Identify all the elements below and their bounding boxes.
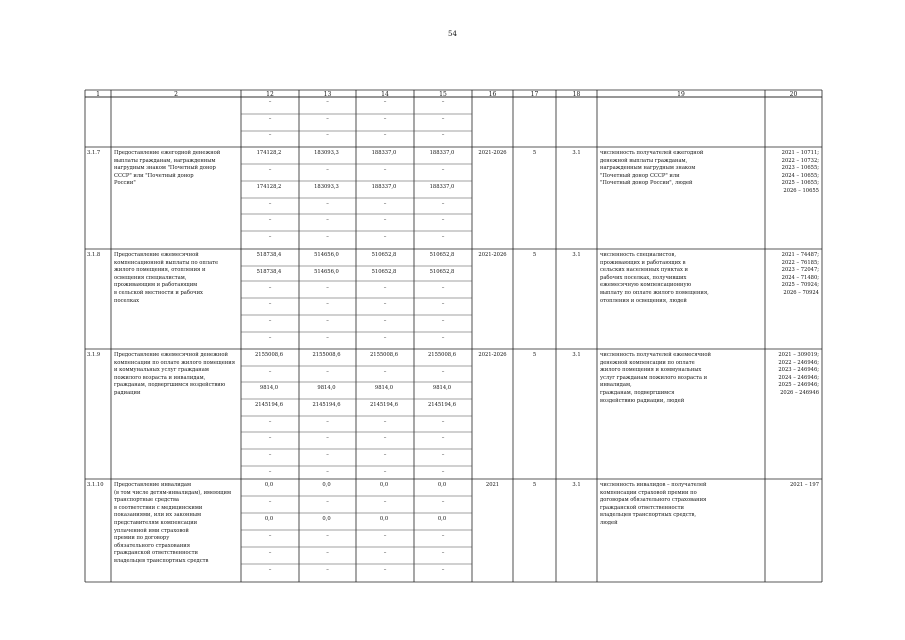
- empty-value-dash: –: [441, 469, 445, 475]
- row-name-line: поселках: [114, 297, 140, 304]
- empty-value-dash: –: [383, 318, 387, 324]
- empty-value-dash: –: [326, 369, 329, 375]
- target-value: 2026 – 10655: [783, 188, 819, 194]
- col18-cell: 3.1: [572, 252, 581, 258]
- empty-value-dash: –: [268, 132, 272, 138]
- row-name-line: радиации: [114, 390, 141, 396]
- target-value: 2022 – 246946;: [778, 359, 819, 366]
- empty-value-dash: –: [268, 369, 272, 375]
- row-name-line: показаниями, или их законным: [114, 512, 202, 519]
- indicator-line: гражданам, подвергшимся: [600, 390, 675, 396]
- row-name-line: Предоставление ежегодной денежной: [114, 150, 221, 156]
- indicator-line: владельцев транспортных средств,: [600, 512, 697, 519]
- value-cell: 0,0: [437, 482, 447, 488]
- indicator-line: людей: [600, 520, 618, 526]
- empty-value-dash: –: [326, 301, 329, 307]
- empty-value-dash: –: [268, 335, 272, 341]
- target-value: 2023 – 246946;: [778, 367, 819, 374]
- value-cell: 0,0: [264, 516, 274, 522]
- empty-value-dash: –: [441, 369, 445, 375]
- empty-value-dash: –: [268, 217, 272, 223]
- indicator-line: жилого помещения и коммунальных: [600, 367, 702, 374]
- empty-value-dash: –: [326, 469, 329, 475]
- value-cell: 0,0: [322, 482, 331, 488]
- empty-value-dash: –: [383, 452, 387, 458]
- value-cell: 2145194,6: [427, 402, 457, 408]
- row-name-line: в соответствии с медицинскими: [114, 504, 203, 511]
- value-cell: 183093,3: [314, 184, 339, 190]
- value-cell: 0,0: [379, 516, 389, 522]
- row-name-line: СССР" или "Почетный донор: [114, 172, 194, 179]
- target-value: 2021 – 74487;: [781, 252, 819, 258]
- empty-value-dash: –: [326, 99, 329, 105]
- empty-value-dash: –: [441, 533, 445, 539]
- target-value: 2021 – 197: [790, 482, 819, 488]
- target-value: 2025 – 10655;: [781, 180, 819, 187]
- target-value: 2025 – 70924;: [781, 282, 819, 289]
- col17-cell: 5: [532, 150, 537, 156]
- empty-value-dash: –: [268, 550, 272, 556]
- value-cell: 0,0: [379, 482, 389, 488]
- empty-value-dash: –: [326, 167, 329, 173]
- empty-value-dash: –: [441, 318, 445, 324]
- empty-value-dash: –: [383, 132, 387, 138]
- empty-value-dash: –: [383, 419, 387, 425]
- indicator-line: ежемесячную компенсационную: [600, 282, 692, 289]
- empty-value-dash: –: [441, 201, 445, 207]
- column-header: 12: [266, 90, 274, 98]
- value-cell: 188337,0: [371, 150, 397, 156]
- period-cell: 2021: [485, 482, 500, 488]
- row-name-line: премии по договору: [114, 535, 170, 542]
- empty-value-dash: –: [383, 335, 387, 341]
- empty-value-dash: –: [268, 301, 272, 307]
- value-cell: 518738,4: [256, 269, 282, 275]
- empty-value-dash: –: [326, 234, 329, 240]
- empty-value-dash: –: [268, 167, 272, 173]
- empty-value-dash: –: [268, 318, 272, 324]
- indicator-line: денежной компенсации по оплате: [600, 359, 695, 366]
- empty-value-dash: –: [326, 285, 329, 291]
- empty-value-dash: –: [441, 285, 445, 291]
- value-cell: 0,0: [437, 516, 447, 522]
- row-code: 3.1.8: [87, 252, 101, 258]
- col17-cell: 5: [532, 352, 537, 358]
- row-name-line: в сельской местности и рабочих: [114, 290, 203, 296]
- value-cell: 188337,0: [429, 184, 455, 190]
- empty-value-dash: –: [383, 550, 387, 556]
- column-header: 14: [381, 90, 389, 98]
- row-name-line: России": [114, 180, 136, 187]
- target-value: 2026 – 70924: [783, 290, 819, 296]
- value-cell: 514656,0: [314, 252, 339, 258]
- empty-value-dash: –: [383, 201, 387, 207]
- empty-value-dash: –: [441, 419, 445, 425]
- value-cell: 2145194,6: [254, 402, 284, 408]
- value-cell: 510652,8: [371, 269, 397, 275]
- row-name-line: жилого помещения, отопления и: [114, 267, 206, 274]
- empty-value-dash: –: [268, 452, 272, 458]
- empty-value-dash: –: [383, 469, 387, 475]
- value-cell: 9814,0: [374, 385, 394, 391]
- value-cell: 188337,0: [371, 184, 397, 190]
- empty-value-dash: –: [268, 116, 272, 122]
- value-cell: 2155008,6: [312, 352, 341, 358]
- row-name-line: выплаты гражданам, награжденным: [114, 157, 216, 164]
- target-value: 2024 – 246946;: [778, 374, 819, 381]
- empty-value-dash: –: [326, 419, 329, 425]
- indicator-line: воздействию радиации, людей: [600, 397, 685, 404]
- empty-value-dash: –: [441, 116, 445, 122]
- empty-value-dash: –: [441, 335, 445, 341]
- empty-value-dash: –: [326, 217, 329, 223]
- row-name-line: Предоставление инвалидам: [114, 482, 192, 488]
- empty-value-dash: –: [383, 167, 387, 173]
- empty-value-dash: –: [268, 234, 272, 240]
- target-value: 2022 – 10732;: [781, 157, 819, 164]
- column-header: 13: [323, 90, 332, 98]
- row-name-line: гражданской ответственности: [114, 550, 198, 557]
- page-number: 54: [448, 30, 457, 38]
- column-header: 1: [96, 90, 100, 98]
- empty-value-dash: –: [441, 567, 445, 573]
- period-cell: 2021-2026: [478, 150, 507, 156]
- period-cell: 2021-2026: [478, 352, 507, 358]
- column-header: 2: [174, 90, 178, 98]
- empty-value-dash: –: [441, 499, 445, 505]
- empty-value-dash: –: [383, 99, 387, 105]
- period-cell: 2021-2026: [478, 252, 507, 258]
- empty-value-dash: –: [383, 217, 387, 223]
- value-cell: 188337,0: [429, 150, 455, 156]
- value-cell: 9814,0: [259, 385, 279, 391]
- column-header: 20: [789, 90, 798, 98]
- col17-cell: 5: [532, 482, 537, 488]
- row-name-line: Предоставление ежемесячной: [114, 252, 199, 258]
- row-code: 3.1.7: [87, 150, 101, 156]
- empty-value-dash: –: [268, 435, 272, 441]
- empty-value-dash: –: [326, 533, 329, 539]
- empty-value-dash: –: [326, 335, 329, 341]
- row-name-line: и коммунальных услуг гражданам: [114, 367, 209, 374]
- target-value: 2021 – 309019;: [778, 352, 819, 358]
- empty-value-dash: –: [441, 167, 445, 173]
- row-name-line: транспортные средства: [114, 497, 180, 504]
- row-name-line: нагрудным знаком "Почетный донор: [114, 165, 216, 172]
- value-cell: 510652,8: [371, 252, 397, 258]
- indicator-line: численность специалистов,: [600, 252, 676, 258]
- empty-value-dash: –: [383, 285, 387, 291]
- row-code: 3.1.9: [87, 352, 101, 358]
- row-code: 3.1.10: [87, 482, 104, 488]
- indicator-line: численность получателей ежемесячной: [600, 352, 711, 358]
- indicator-line: сельских населенных пунктах и: [600, 267, 688, 274]
- indicator-line: "Почетный донор России", людей: [600, 180, 693, 187]
- target-value: 2023 – 10655;: [781, 165, 819, 172]
- col18-cell: 3.1: [572, 150, 581, 156]
- value-cell: 9814,0: [432, 385, 452, 391]
- column-header: 19: [677, 90, 685, 98]
- row-name-line: компенсационной выплаты по оплате: [114, 259, 219, 266]
- row-name-line: проживающим и работающим: [114, 282, 198, 289]
- value-cell: 510652,8: [429, 252, 455, 258]
- empty-value-dash: –: [441, 435, 445, 441]
- column-header: 15: [439, 90, 447, 98]
- indicator-line: награжденным нагрудным знаком: [600, 165, 696, 172]
- value-cell: 518738,4: [256, 252, 282, 258]
- empty-value-dash: –: [326, 550, 329, 556]
- column-header: 17: [530, 90, 539, 98]
- empty-value-dash: –: [268, 419, 272, 425]
- row-name-line: освещения специалистам,: [114, 274, 187, 281]
- indicator-line: компенсации страховой премии по: [600, 489, 697, 496]
- empty-value-dash: –: [383, 301, 387, 307]
- value-cell: 2155008,6: [369, 352, 399, 358]
- indicator-line: отопления и освещения, людей: [600, 297, 687, 304]
- row-name-line: обязательного страхования: [114, 542, 191, 549]
- row-name-line: Предоставление ежемесячной денежной: [114, 352, 228, 358]
- indicator-line: денежной выплаты гражданам,: [600, 157, 688, 164]
- row-name-line: пожилого возраста и инвалидам,: [114, 374, 206, 381]
- empty-value-dash: –: [268, 533, 272, 539]
- column-header: 18: [572, 90, 581, 98]
- value-cell: 2145194,6: [312, 402, 341, 408]
- empty-value-dash: –: [383, 567, 387, 573]
- target-value: 2023 – 72047;: [781, 267, 819, 274]
- value-cell: 0,0: [264, 482, 274, 488]
- value-cell: 2155008,6: [254, 352, 284, 358]
- empty-value-dash: –: [268, 469, 272, 475]
- empty-value-dash: –: [326, 132, 329, 138]
- indicator-line: договорам обязательного страхования: [600, 497, 707, 504]
- empty-value-dash: –: [268, 99, 272, 105]
- target-value: 2025 – 246946;: [778, 382, 819, 389]
- empty-value-dash: –: [383, 435, 387, 441]
- target-value: 2026 – 246946: [780, 390, 819, 396]
- value-cell: 2155008,6: [427, 352, 457, 358]
- value-cell: 0,0: [322, 516, 331, 522]
- col18-cell: 3.1: [572, 482, 581, 488]
- indicator-line: численность инвалидов – получателей: [600, 482, 707, 488]
- empty-value-dash: –: [268, 567, 272, 573]
- row-name-line: компенсации по оплате жилого помещения: [114, 359, 235, 366]
- target-value: 2024 – 71480;: [781, 274, 819, 281]
- indicator-line: проживающих и работающих в: [600, 259, 686, 266]
- row-name-line: гражданам, подвергшимся воздействию: [114, 382, 226, 389]
- target-value: 2021 – 10711;: [781, 150, 819, 156]
- empty-value-dash: –: [268, 499, 272, 505]
- value-cell: 174128,2: [256, 150, 282, 156]
- value-cell: 510652,8: [429, 269, 455, 275]
- empty-value-dash: –: [326, 452, 329, 458]
- value-cell: 2145194,6: [369, 402, 399, 408]
- row-name-line: уплаченной ими страховой: [114, 527, 189, 534]
- empty-value-dash: –: [326, 435, 329, 441]
- target-value: 2022 – 76185;: [781, 259, 819, 266]
- row-name-line: представителям компенсации: [114, 520, 198, 526]
- empty-value-dash: –: [326, 116, 329, 122]
- empty-value-dash: –: [268, 285, 272, 291]
- indicator-line: "Почетный донор СССР" или: [600, 172, 680, 179]
- empty-value-dash: –: [383, 369, 387, 375]
- row-name-line: (в том числе детям-инвалидам), имеющим: [114, 489, 231, 496]
- empty-value-dash: –: [326, 318, 329, 324]
- column-header: 16: [488, 90, 497, 98]
- empty-value-dash: –: [326, 201, 329, 207]
- value-cell: 174128,2: [256, 184, 282, 190]
- indicator-line: услуг гражданам пожилого возраста и: [600, 374, 708, 381]
- empty-value-dash: –: [441, 99, 445, 105]
- empty-value-dash: –: [441, 217, 445, 223]
- indicator-line: численность получателей ежегодной: [600, 150, 704, 156]
- empty-value-dash: –: [441, 452, 445, 458]
- empty-value-dash: –: [326, 499, 329, 505]
- empty-value-dash: –: [326, 567, 329, 573]
- value-cell: 183093,3: [314, 150, 339, 156]
- empty-value-dash: –: [383, 234, 387, 240]
- indicator-line: инвалидам,: [600, 382, 632, 389]
- empty-value-dash: –: [441, 550, 445, 556]
- target-value: 2024 – 10655;: [781, 172, 819, 179]
- row-name-line: владельцев транспортных средств: [114, 558, 209, 564]
- empty-value-dash: –: [268, 201, 272, 207]
- value-cell: 514656,0: [314, 269, 339, 275]
- empty-value-dash: –: [441, 132, 445, 138]
- empty-value-dash: –: [383, 499, 387, 505]
- indicator-line: гражданской ответственности: [600, 504, 684, 511]
- empty-value-dash: –: [383, 116, 387, 122]
- col17-cell: 5: [532, 252, 537, 258]
- empty-value-dash: –: [383, 533, 387, 539]
- indicator-line: выплату по оплате жилого помещения,: [600, 290, 709, 296]
- value-cell: 9814,0: [317, 385, 336, 391]
- empty-value-dash: –: [441, 234, 445, 240]
- col18-cell: 3.1: [572, 352, 581, 358]
- empty-value-dash: –: [441, 301, 445, 307]
- indicator-line: рабочих поселках, получивших: [600, 274, 687, 281]
